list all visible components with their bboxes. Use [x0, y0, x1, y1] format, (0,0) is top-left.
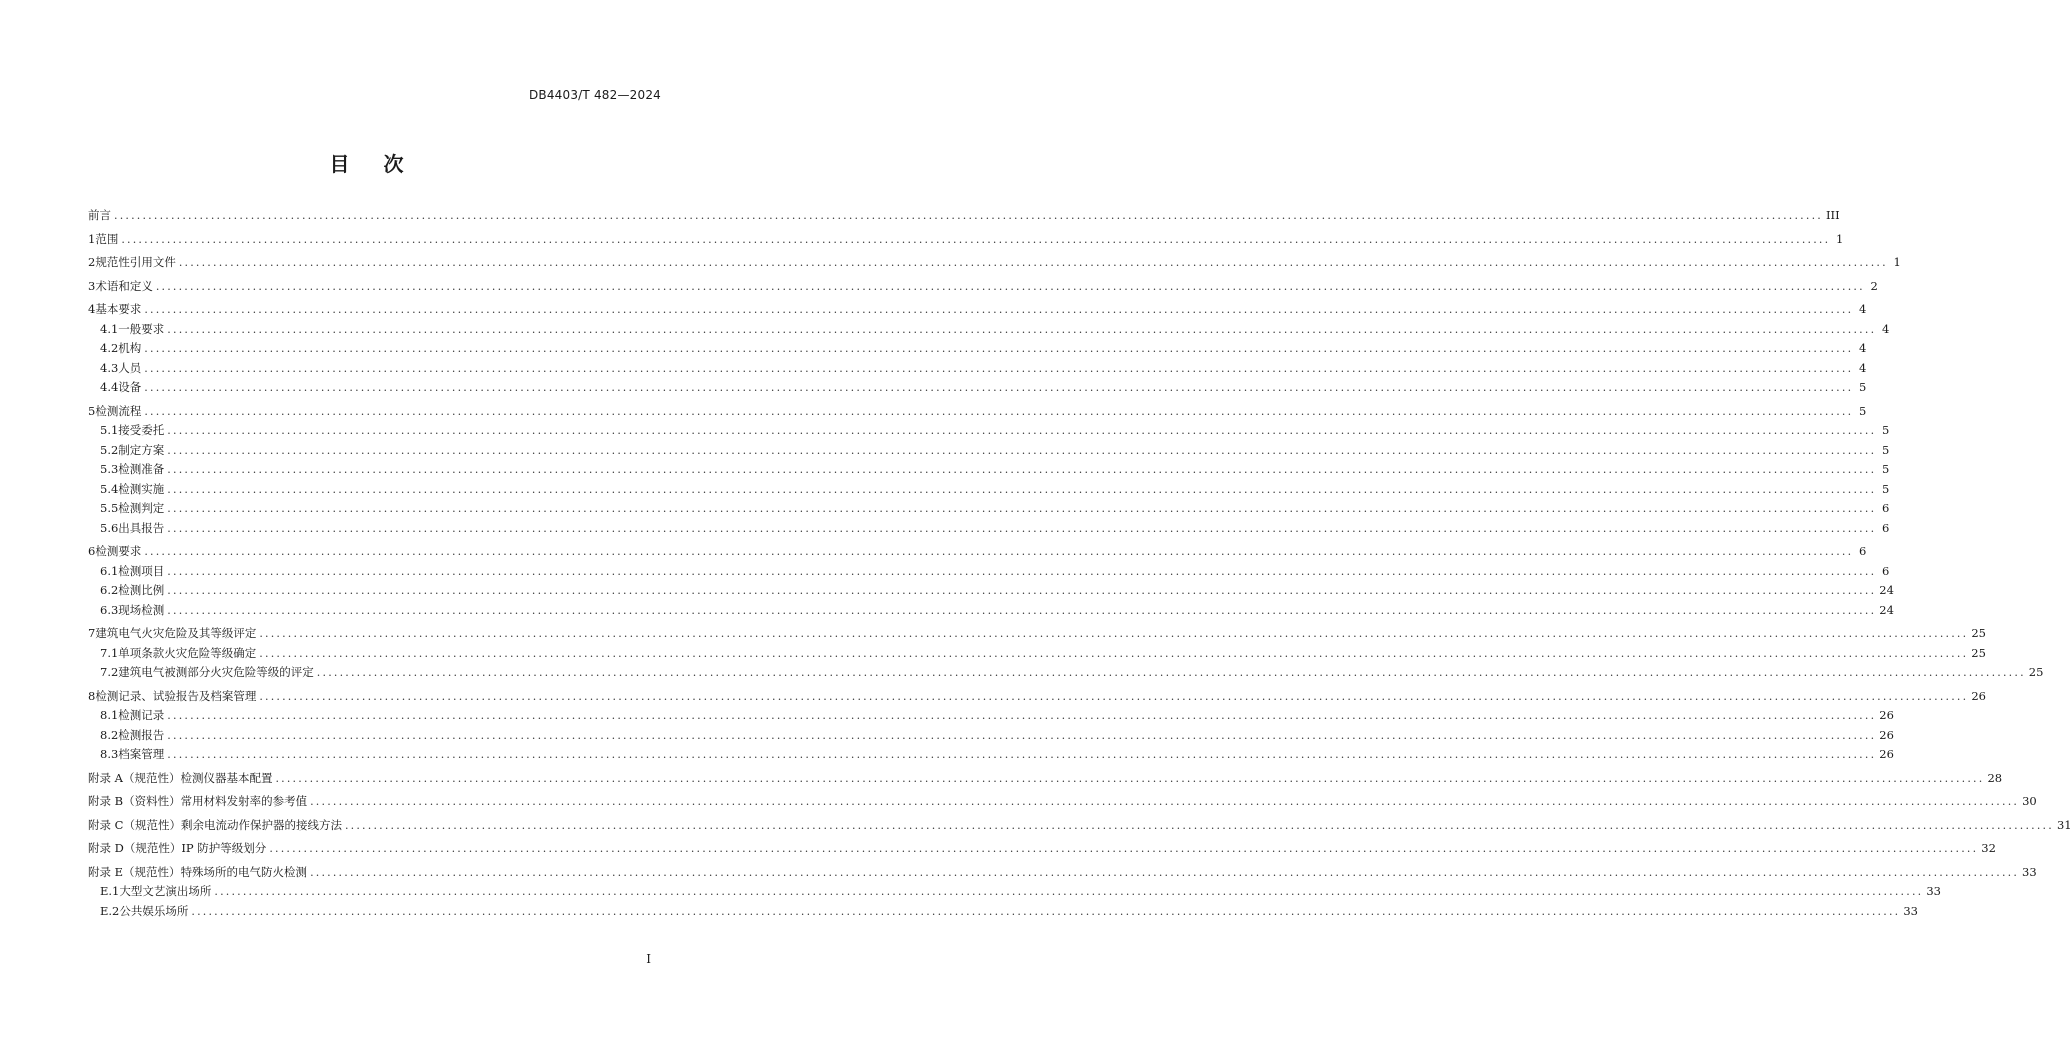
toc-entry[interactable]: [88, 882, 1941, 902]
toc-entry-page: 5: [1881, 442, 1890, 457]
toc-leader-dots: ............................................................................................................................................................................................................................................................................................................: [214, 885, 1924, 898]
toc-leader-dots: ............................................................................................................................................................................................................................................................................................................: [144, 404, 1854, 418]
toc-entry-label: 检测判定: [118, 501, 165, 515]
toc-entry-label: 一般要求: [118, 321, 165, 336]
toc-entry-label: 规范性引用文件: [95, 255, 176, 269]
document-code: DB4403/T 482—2024: [528, 88, 661, 102]
toc-leader-dots: ............................................................................................................................................................................................................................................................................................................: [167, 603, 1877, 617]
toc-entry-label: 大型文艺演出场所: [119, 884, 212, 898]
toc-entry-label: 范围: [95, 231, 119, 246]
toc-entry-page: 24: [1879, 583, 1894, 597]
toc-entry-label: 术语和定义: [95, 278, 153, 293]
toc-entry-page: 1: [1893, 255, 1901, 269]
toc-entry-label: 建筑电气被测部分火灾危险等级的评定: [118, 665, 314, 679]
toc-entry-page: 30: [2022, 794, 2037, 808]
toc-entry-label: 检测比例: [118, 583, 165, 597]
toc-entry-number: 1: [88, 231, 96, 246]
toc-entry[interactable]: [88, 480, 1890, 500]
toc-entry-number: 8.2: [100, 727, 119, 742]
toc-leader-dots: ............................................................................................................................................................................................................................................................................................................: [144, 361, 1854, 375]
toc-leader-dots: ............................................................................................................................................................................................................................................................................................................: [144, 545, 1854, 558]
toc-entry-number: 5.2: [100, 442, 119, 457]
toc-leader-dots: ............................................................................................................................................................................................................................................................................................................: [167, 443, 1877, 457]
toc-entry[interactable]: [88, 499, 1890, 519]
toc-entry-label: 人员: [118, 360, 142, 375]
toc-leader-dots: ............................................................................................................................................................................................................................................................................................................: [167, 424, 1877, 437]
toc-entry-label: 建筑电气火灾危险及其等级评定: [95, 626, 257, 640]
toc-leader-dots: ............................................................................................................................................................................................................................................................................................................: [310, 865, 2020, 879]
toc-entry-page: 25: [2028, 665, 2044, 679]
toc-leader-dots: ............................................................................................................................................................................................................................................................................................................: [259, 627, 1969, 640]
toc-leader-dots: ............................................................................................................................................................................................................................................................................................................: [316, 666, 2026, 679]
table-of-contents: [88, 206, 2072, 921]
toc-entry-page: 4: [1858, 360, 1867, 375]
toc-entry[interactable]: [88, 839, 1996, 859]
toc-entry-page: 5: [1881, 481, 1890, 496]
toc-leader-dots: ............................................................................................................................................................................................................................................................................................................: [259, 689, 1969, 703]
toc-entry[interactable]: [88, 230, 1844, 250]
toc-leader-dots: ............................................................................................................................................................................................................................................................................................................: [167, 463, 1877, 476]
toc-entry-label: 公共娱乐场所: [119, 903, 189, 918]
toc-entry[interactable]: [88, 402, 1867, 422]
toc-entry[interactable]: [88, 277, 1878, 297]
toc-entry-label: 检测记录、试验报告及档案管理: [95, 688, 257, 703]
page-number: I: [646, 952, 651, 966]
toc-leader-dots: ............................................................................................................................................................................................................................................................................................................: [167, 728, 1877, 742]
toc-leader-dots: ............................................................................................................................................................................................................................................................................................................: [310, 795, 2020, 808]
toc-entry[interactable]: [88, 581, 1894, 601]
toc-entry-number: 6: [88, 544, 96, 558]
toc-entry-page: 32: [1981, 841, 1996, 855]
toc-entry-number: 4: [88, 302, 96, 316]
toc-entry-label: IP 防护等级划分: [181, 841, 267, 855]
toc-entry[interactable]: [88, 206, 1840, 226]
toc-leader-dots: ............................................................................................................................................................................................................................................................................................................: [167, 521, 1877, 535]
toc-entry[interactable]: [88, 460, 1890, 480]
toc-entry-label: 设备: [118, 380, 142, 394]
toc-entry-page: 4: [1858, 302, 1867, 316]
toc-entry[interactable]: [88, 601, 1894, 621]
toc-entry-label: 剩余电流动作保护器的接线方法: [180, 817, 342, 832]
toc-entry-label: 检测实施: [118, 481, 165, 496]
toc-entry-number: 4.3: [100, 360, 119, 375]
toc-entry-label: 常用材料发射率的参考值: [180, 794, 308, 808]
toc-entry-page: 33: [1926, 884, 1941, 898]
toc-entry-page: 33: [2022, 864, 2037, 879]
toc-entry-number: 附录 E（规范性）: [88, 864, 181, 879]
toc-entry-label: 单项条款火灾危险等级确定: [118, 645, 257, 660]
toc-leader-dots: ............................................................................................................................................................................................................................................................................................................: [167, 482, 1877, 496]
toc-entry-label: 检测报告: [118, 727, 165, 742]
toc-entry-number: 6.2: [100, 583, 119, 597]
toc-entry-page: 5: [1881, 462, 1890, 476]
toc-entry-number: 附录 A（规范性）: [88, 770, 181, 785]
toc-entry-number: 附录 C（规范性）: [88, 817, 181, 832]
toc-entry-label: 检测准备: [118, 462, 165, 476]
toc-entry-number: 附录 B（资料性）: [88, 794, 181, 808]
toc-entry-page: 1: [1835, 231, 1844, 246]
toc-entry-page: 26: [1971, 688, 1986, 703]
toc-entry[interactable]: [88, 644, 1986, 664]
toc-entry-number: 8.1: [100, 708, 119, 722]
toc-leader-dots: ............................................................................................................................................................................................................................................................................................................: [144, 342, 1854, 355]
toc-entry-page: 5: [1881, 423, 1890, 437]
toc-entry[interactable]: [88, 320, 1890, 340]
toc-entry-number: 5.4: [100, 481, 119, 496]
toc-entry[interactable]: [88, 902, 1918, 922]
toc-leader-dots: ............................................................................................................................................................................................................................................................................................................: [167, 584, 1877, 597]
toc-entry[interactable]: [88, 253, 1901, 273]
toc-entry-label: 机构: [118, 341, 142, 355]
toc-entry-page: 24: [1879, 602, 1894, 617]
toc-entry-label: 检测项目: [118, 563, 165, 578]
toc-leader-dots: ............................................................................................................................................................................................................................................................................................................: [167, 709, 1877, 722]
toc-entry-number: 4.2: [100, 341, 119, 355]
toc-entry[interactable]: [88, 863, 2037, 883]
toc-entry-page: 26: [1879, 727, 1894, 742]
toc-entry-page: 4: [1881, 321, 1890, 336]
toc-entry[interactable]: [88, 519, 1890, 539]
toc-entry-number: 6.1: [100, 563, 119, 578]
toc-entry-page: 25: [1971, 626, 1986, 640]
toc-entry-page: 6: [1881, 520, 1890, 535]
toc-entry-label: 前言: [88, 208, 111, 222]
toc-entry-page: III: [1825, 208, 1840, 222]
toc-entry-label: 检测仪器基本配置: [180, 770, 273, 785]
toc-entry-number: 5.6: [100, 520, 119, 535]
toc-entry-page: 26: [1879, 708, 1894, 722]
toc-entry-label: 检测记录: [118, 708, 165, 722]
toc-entry[interactable]: [88, 726, 1894, 746]
toc-entry-number: E.1: [100, 884, 120, 898]
toc-entry[interactable]: [88, 687, 1986, 707]
toc-entry[interactable]: [88, 562, 1890, 582]
toc-leader-dots: ............................................................................................................................................................................................................................................................................................................: [167, 322, 1877, 336]
toc-title-char-1: 目: [329, 152, 350, 176]
toc-entry[interactable]: [88, 624, 1986, 644]
toc-entry-number: 5.5: [100, 501, 119, 515]
toc-entry[interactable]: [88, 359, 1867, 379]
toc-entry[interactable]: [88, 542, 1867, 562]
toc-entry-number: 8.3: [100, 747, 119, 761]
toc-entry-label: 制定方案: [118, 442, 165, 457]
toc-entry-page: 26: [1879, 747, 1894, 761]
toc-entry-page: 28: [1987, 770, 2003, 785]
toc-entry[interactable]: [88, 816, 2072, 836]
toc-leader-dots: ............................................................................................................................................................................................................................................................................................................: [344, 818, 2054, 832]
toc-entry-page: 31: [2056, 817, 2072, 832]
toc-entry[interactable]: [88, 300, 1867, 320]
toc-leader-dots: ............................................................................................................................................................................................................................................................................................................: [167, 748, 1877, 761]
toc-entry-number: 8: [88, 688, 96, 703]
toc-entry-page: 4: [1858, 341, 1867, 355]
toc-entry-label: 检测流程: [95, 403, 142, 418]
toc-entry-number: 6.3: [100, 602, 119, 617]
toc-leader-dots: ............................................................................................................................................................................................................................................................................................................: [167, 564, 1877, 578]
toc-leader-dots: ............................................................................................................................................................................................................................................................................................................: [269, 842, 1979, 855]
toc-entry-page: 25: [1971, 645, 1986, 660]
toc-entry[interactable]: [88, 378, 1867, 398]
toc-entry[interactable]: [88, 792, 2037, 812]
toc-entry-label: 基本要求: [95, 302, 142, 316]
toc-entry-number: 5.3: [100, 462, 119, 476]
toc-entry[interactable]: [88, 421, 1890, 441]
toc-title: [0, 148, 733, 177]
toc-entry-number: 5.1: [100, 423, 119, 437]
toc-entry-label: 接受委托: [118, 423, 165, 437]
toc-leader-dots: ............................................................................................................................................................................................................................................................................................................: [259, 646, 1969, 660]
toc-leader-dots: ............................................................................................................................................................................................................................................................................................................: [167, 502, 1877, 515]
toc-entry-number: 附录 D（规范性）: [88, 841, 182, 855]
toc-entry-number: 7.2: [100, 665, 119, 679]
toc-title-char-2: 次: [383, 152, 404, 176]
toc-leader-dots: ............................................................................................................................................................................................................................................................................................................: [191, 904, 1901, 918]
toc-entry[interactable]: [88, 663, 2044, 683]
toc-leader-dots: ............................................................................................................................................................................................................................................................................................................: [114, 209, 1823, 222]
toc-entry-number: 7: [88, 626, 96, 640]
toc-entry-page: 6: [1881, 563, 1890, 578]
toc-entry-number: 2: [88, 255, 96, 269]
toc-entry-number: 4.4: [100, 380, 119, 394]
toc-entry-label: 档案管理: [118, 747, 165, 761]
toc-entry-page: 2: [1870, 278, 1878, 293]
toc-entry-number: 3: [88, 278, 96, 293]
toc-entry[interactable]: [88, 706, 1894, 726]
toc-entry[interactable]: [88, 339, 1867, 359]
toc-entry-page: 5: [1858, 380, 1867, 394]
toc-entry-label: 出具报告: [118, 520, 165, 535]
toc-leader-dots: ............................................................................................................................................................................................................................................................................................................: [178, 256, 1888, 269]
toc-leader-dots: ............................................................................................................................................................................................................................................................................................................: [144, 303, 1854, 316]
toc-leader-dots: ............................................................................................................................................................................................................................................................................................................: [121, 232, 1831, 246]
toc-leader-dots: ............................................................................................................................................................................................................................................................................................................: [275, 771, 1985, 785]
toc-entry-page: 6: [1881, 501, 1890, 515]
toc-entry[interactable]: [88, 441, 1890, 461]
toc-entry-number: 7.1: [100, 645, 119, 660]
toc-entry-label: 现场检测: [118, 602, 165, 617]
toc-entry-label: 检测要求: [95, 544, 142, 558]
toc-entry-number: E.2: [100, 903, 120, 918]
toc-leader-dots: ............................................................................................................................................................................................................................................................................................................: [144, 381, 1854, 394]
toc-entry[interactable]: [88, 769, 2003, 789]
toc-entry-page: 33: [1903, 903, 1918, 918]
toc-entry-number: 4.1: [100, 321, 119, 336]
toc-entry-label: 特殊场所的电气防火检测: [180, 864, 308, 879]
toc-entry-page: 6: [1858, 544, 1867, 558]
toc-leader-dots: ............................................................................................................................................................................................................................................................................................................: [155, 279, 1865, 293]
toc-entry[interactable]: [88, 745, 1894, 765]
toc-entry-number: 5: [88, 403, 96, 418]
toc-entry-page: 5: [1858, 403, 1867, 418]
